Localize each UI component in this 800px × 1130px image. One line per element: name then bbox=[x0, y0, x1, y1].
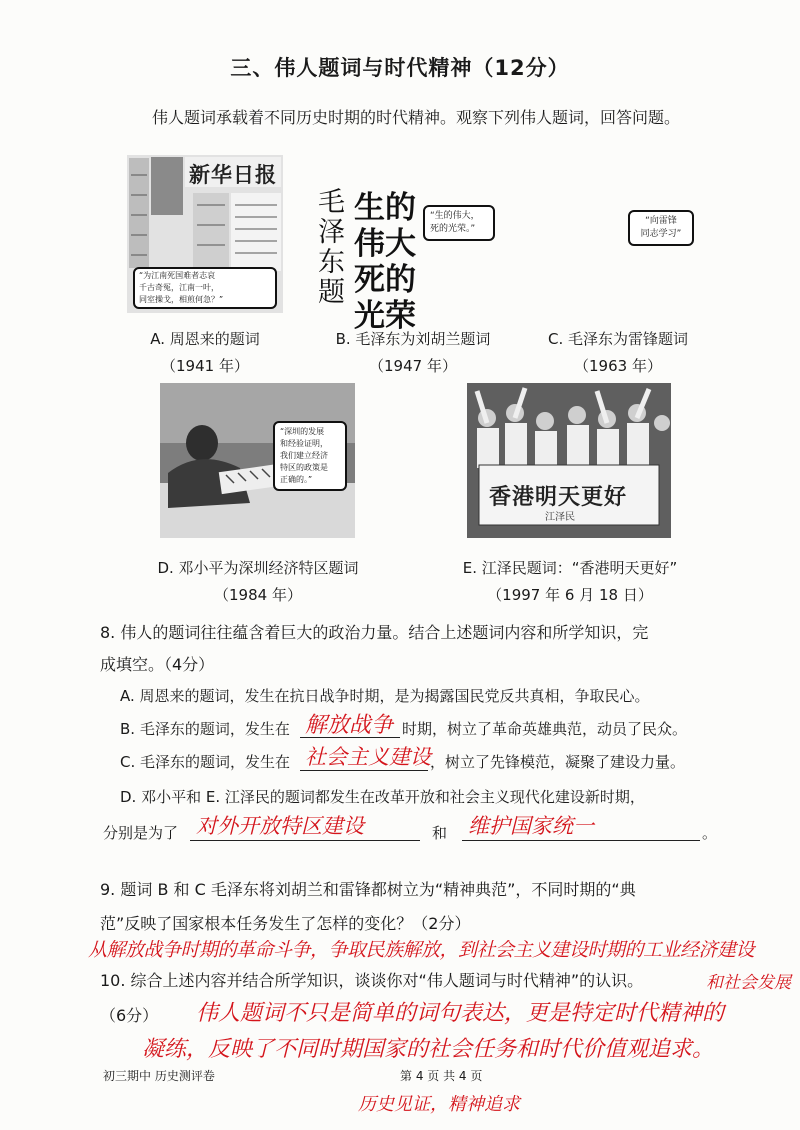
figure-a-caption bbox=[127, 328, 283, 376]
q8-answer-d2: 维护国家统一 bbox=[468, 814, 594, 838]
q8-option-c-suffix: ，树立了先锋模范，凝聚了建设力量。 bbox=[430, 753, 686, 771]
calligraphy-signature: 毛泽东题 bbox=[318, 187, 345, 308]
q8-blank-d2[interactable] bbox=[462, 840, 700, 841]
q8-stem-line1: 8. 伟人的题词往往蕴含着巨大的政治力量。结合上述题词内容和所学知识，完 bbox=[100, 623, 649, 642]
figure-e-year: （1997 年 6 月 18 日） bbox=[487, 586, 653, 604]
figure-c-caption bbox=[528, 328, 708, 376]
q8-option-b-suffix: 时期，树立了革命英雄典范，动员了民众。 bbox=[402, 720, 688, 738]
intro-text: 伟人题词承载着不同历史时期的时代精神。观察下列伟人题词，回答问题。 bbox=[152, 108, 681, 127]
q10-answer-line1: 伟人题词不只是简单的词句表达，更是特定时代精神的 bbox=[196, 1001, 725, 1026]
figure-d-photo bbox=[160, 383, 355, 538]
q10-stem-line1: 10. 综合上述内容并结合所学知识，谈谈你对“伟人题词与时代精神”的认识。 bbox=[100, 971, 644, 990]
q8-answer-d1: 对外开放特区建设 bbox=[196, 814, 364, 838]
figure-e-caption bbox=[420, 557, 720, 605]
figure-a-year: （1941 年） bbox=[161, 357, 249, 375]
q10-answer-line2: 凝练，反映了不同时期国家的社会任务和时代价值观追求。 bbox=[142, 1037, 715, 1062]
figure-e-signature: 江泽民 bbox=[545, 512, 575, 523]
newspaper-masthead: 新华日报 bbox=[189, 162, 277, 187]
q8-option-d: D. 邓小平和 E. 江泽民的题词都发生在改革开放和社会主义现代化建设新时期， bbox=[120, 788, 645, 806]
figure-d-caption bbox=[133, 557, 383, 605]
figure-a-quote-bubble: “为江南死国难者志哀 千古奇冤，江南一叶， 同室操戈，相煎何急？” bbox=[133, 267, 277, 309]
q8-stem-line2: 成填空。（4分） bbox=[100, 655, 215, 674]
q8-option-d-middle: 和 bbox=[432, 824, 448, 842]
figure-c-year: （1963 年） bbox=[574, 357, 662, 375]
q8-option-d-end: 。 bbox=[702, 824, 718, 842]
figure-a-photo bbox=[127, 155, 283, 313]
figure-b-title: B. 毛泽东为刘胡兰题词 bbox=[335, 330, 491, 348]
figure-c-quote-bubble: “向雷锋 同志学习” bbox=[628, 210, 694, 246]
figure-d-year: （1984 年） bbox=[214, 586, 302, 604]
figure-e-banner-text: 香港明天更好 bbox=[489, 484, 628, 510]
q8-option-b-prefix: B. 毛泽东的题词，发生在 bbox=[120, 720, 290, 738]
figure-d-quote-bubble: “深圳的发展 和经验证明， 我们建立经济 特区的政策是 正确的。” bbox=[273, 421, 347, 491]
q8-blank-d1[interactable] bbox=[190, 840, 420, 841]
q9-answer: 从解放战争时期的革命斗争，争取民族解放，到社会主义建设时期的工业经济建设 bbox=[88, 939, 755, 961]
figure-d-title: D. 邓小平为深圳经济特区题词 bbox=[157, 559, 359, 577]
q9-stem-line1: 9. 题词 B 和 C 毛泽东将刘胡兰和雷锋都树立为“精神典范”，不同时期的“典 bbox=[100, 880, 636, 899]
q9-stem-line2: 范”反映了国家根本任务发生了怎样的变化？（2分） bbox=[100, 914, 471, 933]
figure-e-title: E. 江泽民题词：“香港明天更好” bbox=[462, 559, 678, 577]
q8-option-c-prefix: C. 毛泽东的题词，发生在 bbox=[120, 753, 291, 771]
q9-answer-tail: 和社会发展 bbox=[706, 973, 791, 993]
footer-exam-name: 初三期中 历史测评卷 bbox=[103, 1069, 215, 1083]
figure-c-title: C. 毛泽东为雷锋题词 bbox=[547, 330, 688, 348]
q10-answer-line3: 历史见证，精神追求 bbox=[358, 1094, 520, 1115]
figure-b-caption bbox=[318, 328, 508, 376]
figure-a-title: A. 周恩来的题词 bbox=[150, 330, 260, 348]
q8-answer-c: 社会主义建设 bbox=[305, 745, 431, 769]
figure-e-photo bbox=[467, 383, 671, 538]
q8-option-d-prefix: 分别是为了 bbox=[103, 824, 179, 842]
calligraphy-text: 生的伟大 死的光荣 bbox=[354, 190, 416, 334]
figure-b-quote-bubble: “生的伟大， 死的光荣。” bbox=[423, 205, 495, 241]
q8-option-a: A. 周恩来的题词，发生在抗日战争时期，是为揭露国民党反共真相，争取民心。 bbox=[120, 687, 650, 705]
figure-b-year: （1947 年） bbox=[369, 357, 457, 375]
figure-b-calligraphy bbox=[318, 180, 448, 334]
footer-page-number: 第 4 页 共 4 页 bbox=[400, 1069, 483, 1083]
section-title: 三、伟人题词与时代精神（12分） bbox=[230, 56, 570, 80]
q10-stem-line2: （6分） bbox=[100, 1006, 159, 1025]
q8-answer-b: 解放战争 bbox=[305, 713, 394, 738]
